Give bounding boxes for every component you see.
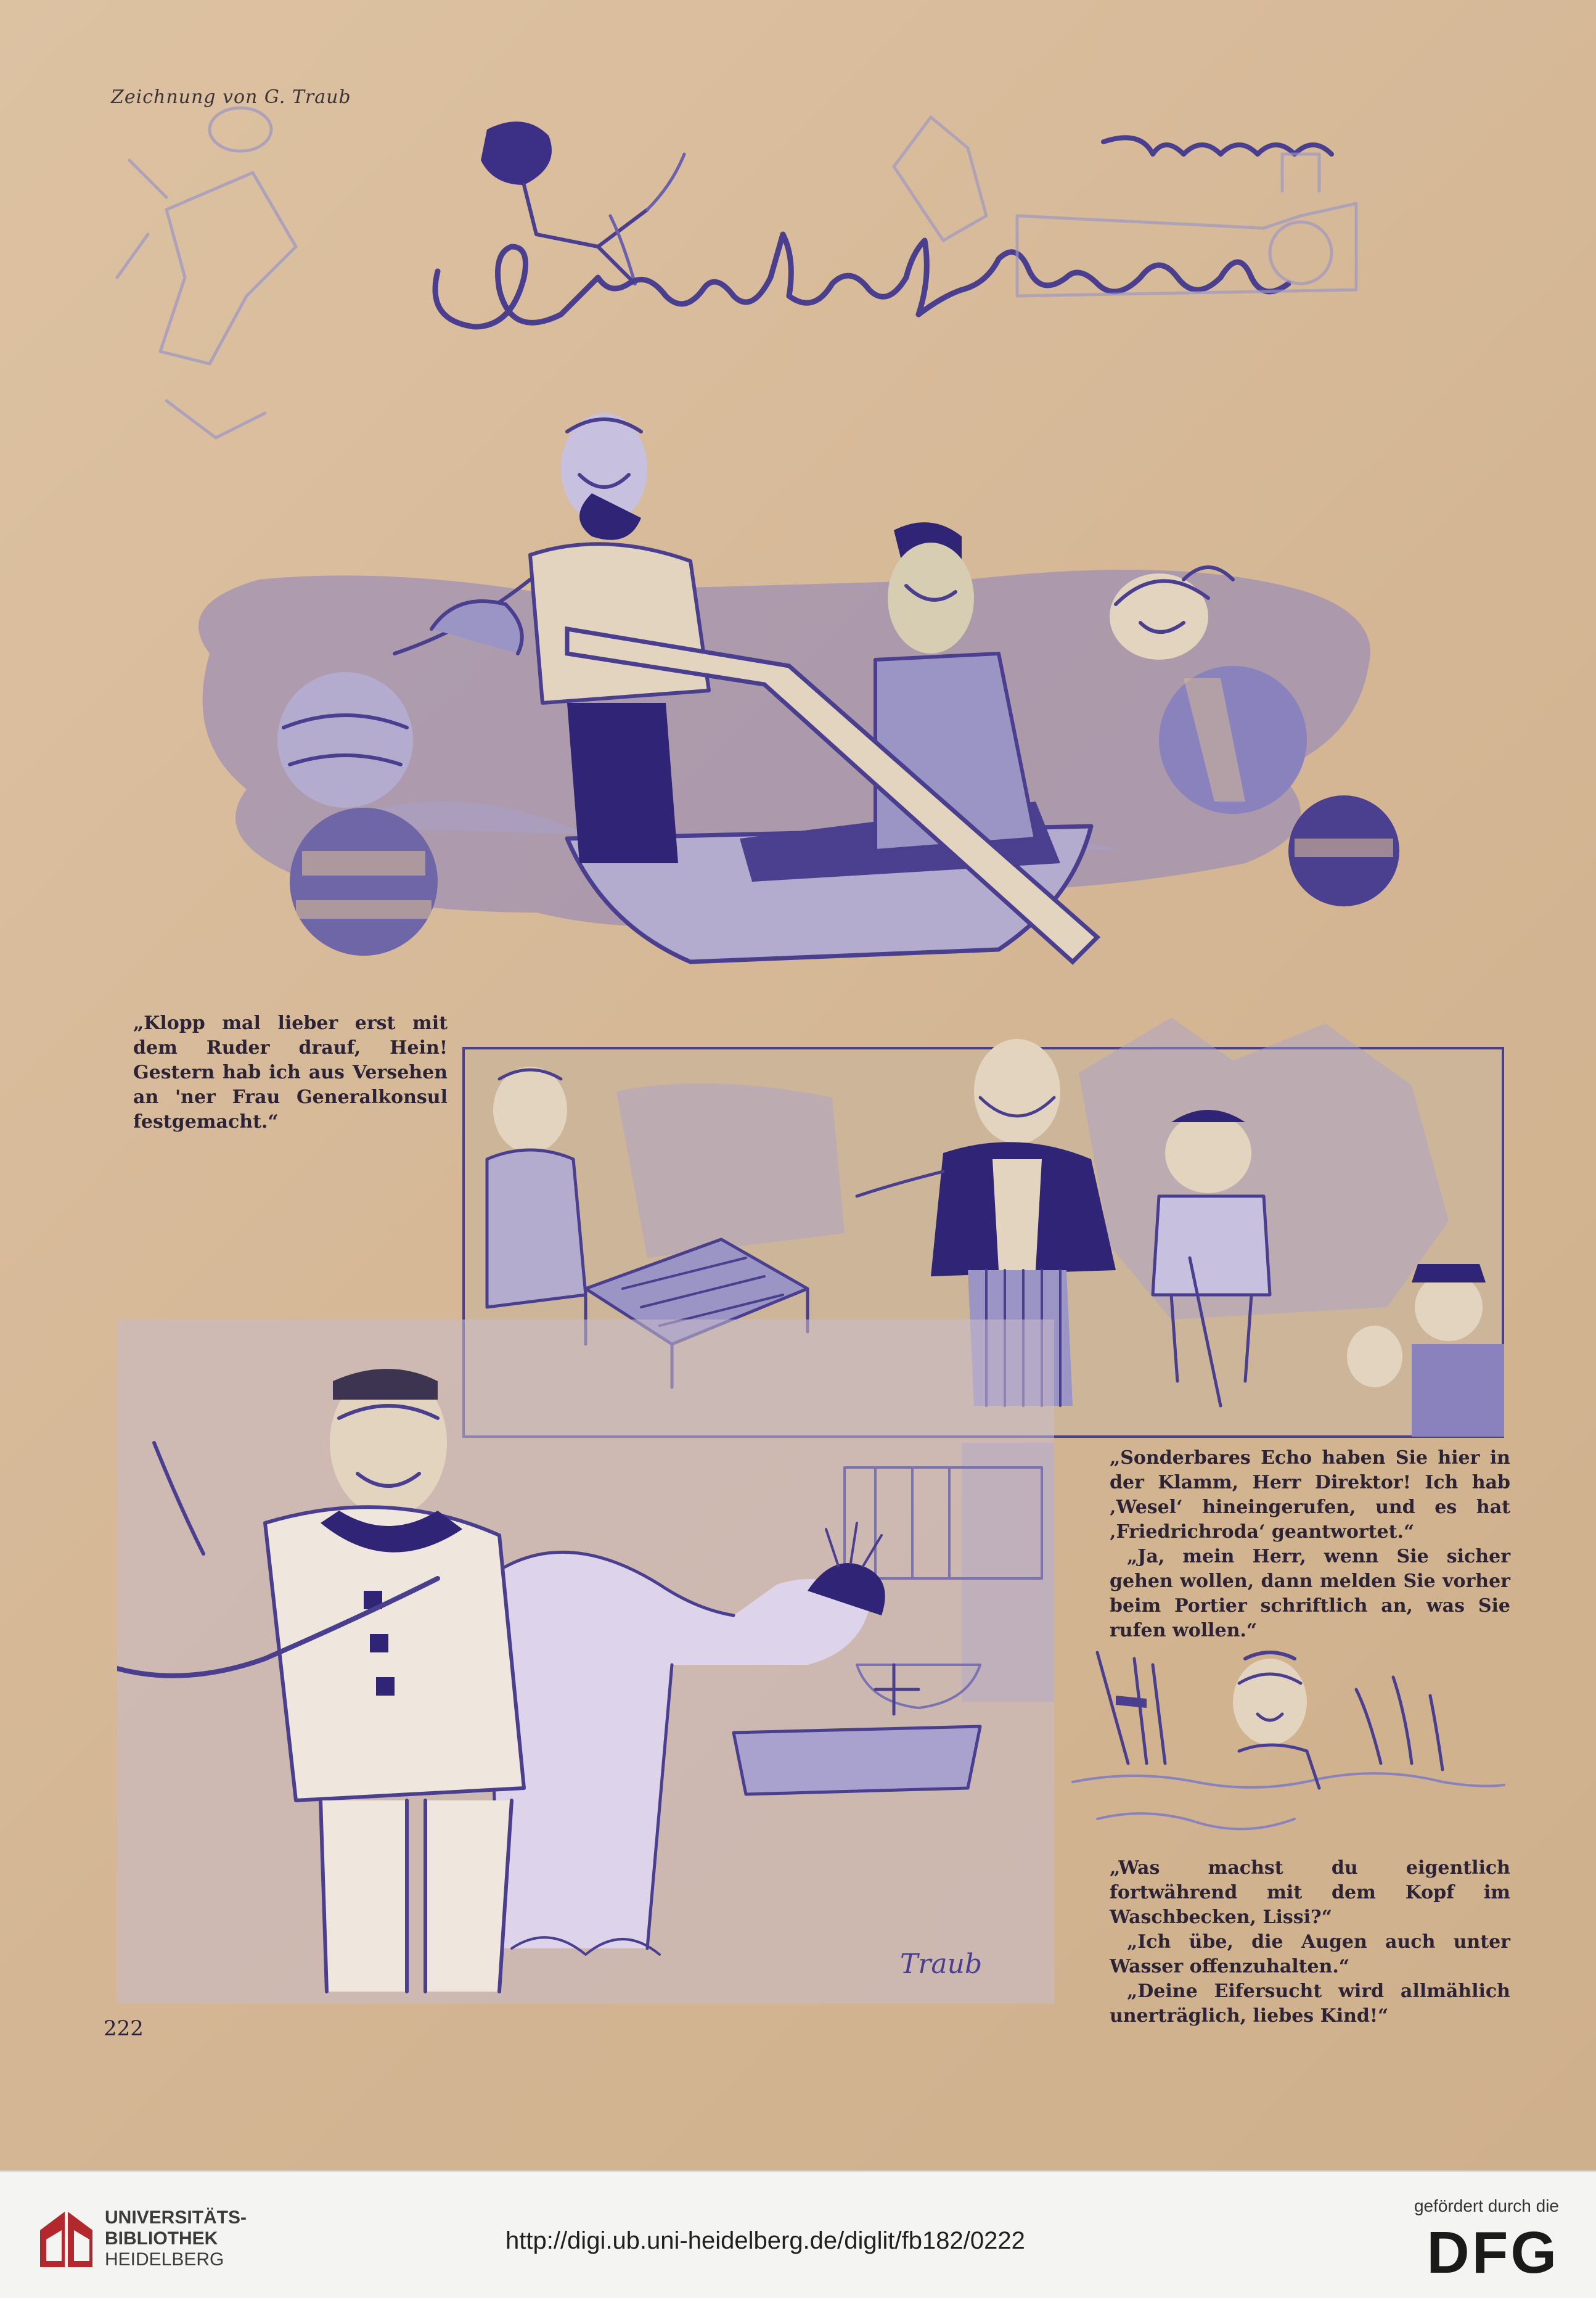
basin-caption-question: „Was machst du eigentlich fortwährend mit dem Kopf im Waschbecken, Lissi?“ [1110, 1857, 1510, 1928]
basin-caption-answer: „Ich übe, die Augen auch unter Wasser offenzuhalten.“ [1110, 1931, 1510, 1977]
washbasin-scene [117, 1319, 1054, 2004]
page-number: 222 [104, 2016, 144, 2041]
script-title-text: Urlaub und Heimkehr [709, 487, 716, 488]
swimmer-girl [1233, 1652, 1319, 1788]
university-library-logo-icon [37, 2206, 96, 2273]
artist-signature: Traub [900, 1948, 983, 1980]
echo-caption-question: „Sonderbares Echo haben Sie hier in der Klamm, Herr Direktor! Ich hab ‚Wesel‘ hineingerufen, und es hat ‚Friedrichroda‘ geantwortet.“ [1110, 1447, 1510, 1543]
library-line-2: BIBLIOTHEK [105, 2228, 218, 2249]
boat-scene-illustration [136, 395, 1418, 1011]
swimmer-hands [1356, 1677, 1443, 1770]
sponsor-label: gefördert durch die [1414, 2196, 1559, 2215]
beach-ball-right-bottom [1288, 795, 1399, 906]
basin-caption [1110, 1856, 1510, 2029]
swimmers-vignette [1060, 1640, 1516, 1862]
falling-man-sketch [117, 108, 296, 438]
beach-ball-right [1159, 666, 1307, 814]
illustration-credit: Zeichnung von G. Traub [111, 86, 351, 108]
sponsor-block[interactable] [1414, 2196, 1559, 2284]
library-line-3: HEIDELBERG [105, 2249, 224, 2270]
beach-ball-left-bottom [290, 808, 438, 956]
basin-caption-retort: „Deine Eifersucht wird allmählich unerträglich, liebes Kind!“ [1110, 1980, 1510, 2027]
diving-legs [1097, 1652, 1165, 1763]
echo-caption-answer: „Ja, mein Herr, wenn Sie sicher gehen wollen, dann melden Sie vorher beim Portier schriftlich an, was Sie rufen wollen.“ [1110, 1546, 1510, 1641]
dfg-logo: DFG [1426, 2220, 1559, 2286]
boat-caption [133, 1011, 448, 1135]
university-library-name[interactable] [105, 2207, 247, 2270]
diver-sketch [481, 121, 684, 284]
viewer-footer [0, 2170, 1596, 2298]
library-line-1: UNIVERSITÄTS- [105, 2207, 247, 2228]
permalink-url[interactable]: http://digi.ub.uni-heidelberg.de/diglit/fb182/0222 [505, 2227, 1025, 2254]
echo-caption [1110, 1446, 1510, 1643]
mountain-train-sketch [894, 117, 1356, 296]
boat-caption-text: „Klopp mal lieber erst mit dem Ruder drauf, Hein! Gestern hab ich aus Versehen an 'ner Frau Generalkonsul festgemacht.“ [133, 1012, 448, 1133]
beach-ball-left-top [277, 672, 413, 808]
